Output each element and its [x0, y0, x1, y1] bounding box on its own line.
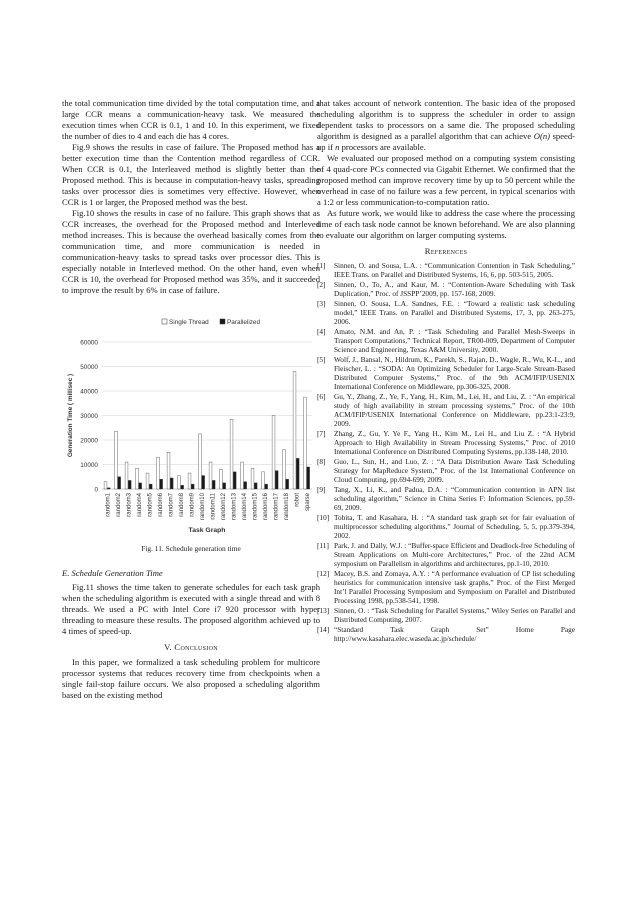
bar-single-thread [304, 397, 307, 489]
references-list [317, 261, 575, 643]
reference-item [317, 485, 575, 512]
bar-parallelized [160, 479, 163, 489]
bar-parallelized [128, 480, 131, 489]
paragraph-text: that takes account of network contention. The basic idea of the proposed scheduling algorithm is to suppress the scheduler in order to assign dependent tasks to processors on a same die. The proposed scheduling algorithm is designed as a parallel algorithm that can achieve [317, 98, 575, 141]
reference-number: [2] [317, 280, 326, 289]
bar-single-thread [136, 468, 139, 489]
bar-parallelized [181, 485, 184, 489]
reference-item [317, 261, 575, 279]
paragraph-text: processors are available. [339, 142, 426, 152]
bar-parallelized [212, 480, 215, 489]
reference-text: “Standard Task Graph Set” Home Page http://www.kasahara.elec.waseda.ac.jp/schedule/ [334, 625, 575, 643]
reference-text: Sinnen, O. : “Task Scheduling for Parallel Systems,” Wiley Series on Parallel and Distributed Computing, 2007. [334, 606, 575, 624]
section-heading-e: E. Schedule Generation Time [62, 568, 163, 578]
paragraph: the total communication time divided by the total computation time, and a large CCR means a communication-heavy task. We measured the execution times when CCR is 0.1, 1 and 10. In this experiment, we fixed the number of dies to 4 and each die has 4 cores. [62, 98, 320, 141]
bar-single-thread [115, 431, 118, 489]
reference-text: Amato, N.M. and An, P. : “Task Scheduling and Parallel Mesh-Sweeps in Transport Computations,” Technical Report, TR00-009, Department of Computer Science and Engineering, Texas A&M University, 2000. [334, 327, 575, 354]
y-axis-label: Generation Time ( millisec ) [67, 373, 74, 458]
bar-single-thread [178, 476, 181, 489]
chart-svg [62, 312, 320, 537]
paragraph [317, 98, 575, 153]
reference-item [317, 299, 575, 326]
reference-text: Zhang, Z., Gu, Y. Ye F., Yang H., Kim M., Lei H., and Liu Z. : “A Hybrid Approach to High Availability in Stream Processing Systems,” Proc. of 2010 International Conference on Distributed Computing Systems, pp.138-148, 2010. [334, 429, 575, 456]
reference-number: [8] [317, 457, 326, 466]
y-tick-label: 10000 [80, 462, 98, 469]
reference-item [317, 625, 575, 643]
paragraph: Fig.9 shows the results in case of failure. The Proposed method has a better execution time than the Contention method regardless of CCR. When CCR is 0.1, the Interleaved method is slightly better than the Proposed method. This is because in computation-heavy tasks, spreading tasks over processor dies is sometimes very effective. However, when CCR is 1 or larger, the Proposed method was the best. [62, 142, 320, 207]
x-tick-label: random12 [220, 493, 227, 521]
x-tick-label: random7 [168, 493, 175, 517]
x-tick-label: random11 [210, 493, 217, 520]
bar-parallelized [307, 467, 310, 489]
bar-parallelized [118, 477, 121, 489]
left-column [62, 98, 320, 701]
section-heading-conclusion: V. Conclusion [164, 642, 218, 652]
bar-single-thread [199, 434, 202, 489]
x-tick-label: random8 [178, 493, 185, 517]
reference-text: Sinnen, O. Sousa, L.A. Sandnes, F.E. : “Toward a realistic task scheduling model,” IEEE Trans. on Parallel and Distributed Systems, 17, 3, pp. 263-275, 2006. [334, 299, 575, 326]
reference-item [317, 355, 575, 391]
reference-number: [7] [317, 429, 326, 438]
reference-text: Tang, X., Li, K., and Padua, D.A. : “Communication contention in APN list scheduling algorithm,” Science in China Series F: Information Sciences, pp.59-69, 2009. [334, 485, 575, 512]
reference-item [317, 327, 575, 354]
x-tick-label: sparse [304, 493, 311, 512]
bar-parallelized [223, 483, 226, 489]
bar-parallelized [139, 483, 142, 489]
bar-single-thread [241, 462, 244, 489]
references-heading: References [424, 246, 468, 256]
reference-text: Tobita, T. and Kasahara, H. : “A standard task graph set for fair evaluation of multiprocessor scheduling algorithms,” Journal of Scheduling, 5, 5, pp.379-394, 2002. [334, 513, 575, 540]
reference-item [317, 280, 575, 298]
reference-item [317, 541, 575, 568]
bar-single-thread [262, 472, 265, 489]
paragraph: We evaluated our proposed method on a computing system consisting of 4 quad-core PCs connected via Gigabit Ethernet. We confirmed that the proposed method can improve recovery time by up to 50 percent while the overhead in case of no failure was a few percent, in typical scenarios with a 1:2 or less communication-to-computation ratio. [317, 153, 575, 207]
x-tick-label: robot [294, 493, 301, 507]
reference-text: Guo, L., Sun, H., and Luo, Z. : “A Data Distribution Aware Task Scheduling Strategy for MapReduce System,” Proc. of the 1st International Conference on Cloud Computing, pp.694-699, 2009. [334, 457, 575, 484]
x-tick-label: random3 [126, 493, 133, 517]
legend-label: Single Thread [169, 319, 209, 326]
bar-parallelized [244, 482, 247, 489]
bar-parallelized [170, 478, 173, 489]
reference-item [317, 392, 575, 428]
x-tick-label: random15 [252, 493, 259, 521]
bar-single-thread [125, 462, 128, 489]
reference-item [317, 606, 575, 624]
bar-parallelized [265, 484, 268, 489]
x-tick-label: random13 [231, 493, 238, 521]
reference-number: [14] [317, 625, 330, 634]
legend-swatch [220, 319, 225, 324]
bar-single-thread [220, 469, 223, 489]
bar-single-thread [167, 452, 170, 489]
bar-single-thread [283, 450, 286, 489]
reference-text: Macey, B.S. and Zomaya, A.Y. : “A performance evaluation of CP list scheduling heuristics for communication intensive task graphs,” Proc. of the First Merged Int’l Parallel Processing Symposium and Symposium on Parallel and Distributed Processing 1998, pp.538-541, 1998. [334, 569, 575, 605]
x-tick-label: random2 [115, 493, 122, 517]
reference-number: [4] [317, 327, 326, 336]
paragraph: Fig.11 shows the time taken to generate schedules for each task graph when the scheduling algorithm is executed with a single thread and with 8 threads. We used a PC with Intel Core i7 920 processor with hyper threading to measure these results. The proposed algorithm achieved up to 4 times of speed-up. [62, 582, 320, 636]
x-tick-label: random18 [283, 493, 290, 521]
reference-item [317, 513, 575, 540]
x-tick-label: random6 [157, 493, 164, 517]
reference-number: [10] [317, 513, 330, 522]
reference-item [317, 569, 575, 605]
bar-single-thread [230, 419, 233, 489]
bar-parallelized [254, 483, 257, 489]
reference-number: [11] [317, 541, 329, 550]
paragraph: Fig.10 shows the results in case of no failure. This graph shows that as CCR increases, the overhead for the Proposed method and Interleved method increases. This is because the overhead basically comes from the communication time, and more communication is needed in communication-heavy tasks to spread tasks over processor dies. This is especially notable in Interleved method. On the other hand, even when CCR is 10, the overhead for Proposed method was 35%, and it succeeded to improve the result by 6% in case of failure. [62, 208, 320, 295]
bar-parallelized [107, 488, 110, 489]
reference-number: [12] [317, 569, 330, 578]
y-tick-label: 50000 [80, 364, 98, 371]
bar-single-thread [272, 416, 275, 490]
reference-text: Sinnen, O., To, A., and Kaur, M. : “Contention-Aware Scheduling with Task Duplication,” Proc. of JSSPP’2009, pp. 157-168, 2009. [334, 280, 575, 298]
x-tick-label: random16 [262, 493, 269, 521]
legend-label: Parallelized [227, 319, 261, 326]
y-tick-label: 40000 [80, 388, 98, 396]
x-tick-label: random10 [199, 493, 206, 521]
bar-single-thread [188, 473, 191, 489]
reference-text: Sinnen, O. and Sousa, L.A. : “Communication Contention in Task Scheduling,” IEEE Trans. on Parallel and Distributed Systems, 16, 6, pp. 503-515, 2005. [334, 261, 575, 279]
y-tick-label: 30000 [80, 413, 98, 420]
bar-single-thread [251, 468, 254, 489]
x-tick-label: random14 [241, 493, 248, 521]
reference-text: Park, J. and Dally, W.J. : “Buffer-space Efficient and Deadlock-free Scheduling of Stream Applications on Multi-core Architectures,” Proc. of the 22nd ACM symposium on Parallelism in algorithms and architectures, pp.1-10, 2010. [334, 541, 575, 568]
x-tick-label: random4 [136, 493, 143, 517]
bar-parallelized [296, 458, 299, 489]
math-big-o: O(n) [533, 131, 550, 141]
reference-number: [3] [317, 299, 326, 308]
bar-parallelized [275, 471, 278, 489]
x-tick-label: random17 [273, 493, 280, 521]
reference-number: [13] [317, 606, 330, 615]
x-axis-label: Task Graph [188, 527, 226, 534]
bar-single-thread [293, 371, 296, 489]
x-tick-label: random5 [147, 493, 154, 517]
y-tick-label: 60000 [80, 339, 98, 347]
reference-item [317, 457, 575, 484]
figure-caption: Fig. 11. Schedule generation time [141, 544, 241, 553]
paragraph: In this paper, we formalized a task scheduling problem for multicore processor systems that reduces recovery time from checkpoints when a single fail-stop failure occurs. We also proposed a scheduling algorithm based on the existing method [62, 657, 320, 700]
x-tick-label: random9 [189, 493, 196, 517]
bar-single-thread [209, 462, 212, 489]
bar-single-thread [146, 473, 149, 489]
bar-parallelized [202, 476, 205, 489]
y-tick-label: 0 [94, 486, 98, 494]
reference-number: [1] [317, 261, 326, 270]
reference-number: [6] [317, 392, 326, 401]
paragraph: As future work, we would like to address the case where the processing time of each task node cannot be known beforehand. We are also planning to evaluate our algorithm on larger computing systems. [317, 208, 575, 240]
bar-parallelized [286, 479, 289, 489]
reference-number: [5] [317, 355, 326, 364]
bar-single-thread [157, 457, 160, 489]
legend-swatch [162, 319, 167, 324]
paragraph-text: speed-up if [317, 131, 575, 152]
math-n: n [335, 142, 340, 152]
reference-number: [9] [317, 485, 326, 494]
reference-item [317, 429, 575, 456]
reference-text: Wolf, J., Bansal, N., Hildrum, K., Parekh, S., Rajan, D., Wagle, R., Wu, K-L., and Fleischer, L. : “SODA: An Optimizing Scheduler for Large-Scale Stream-Based Distributed Computer Systems,” Proc. of the 9th ACM/IFIP/USENIX International Conference on Middleware, pp.306-325, 2008. [334, 355, 575, 391]
reference-text: Gu, Y., Zhang, Z., Ye, F., Yang, H., Kim, M., Lei, H., and Liu, Z. : “An empirical study of high availability in stream processing systems,” Proc. of the 10th ACM/IFIP/USENIX International Conference on Middleware, pp.23:1-23:9, 2009. [334, 392, 575, 428]
bar-parallelized [233, 472, 236, 489]
right-column [317, 98, 575, 644]
figure-11-chart [62, 312, 320, 537]
x-tick-label: random1 [105, 493, 112, 517]
bar-parallelized [149, 484, 152, 489]
bar-parallelized [191, 484, 194, 489]
bar-single-thread [104, 482, 107, 489]
y-tick-label: 20000 [80, 437, 98, 445]
